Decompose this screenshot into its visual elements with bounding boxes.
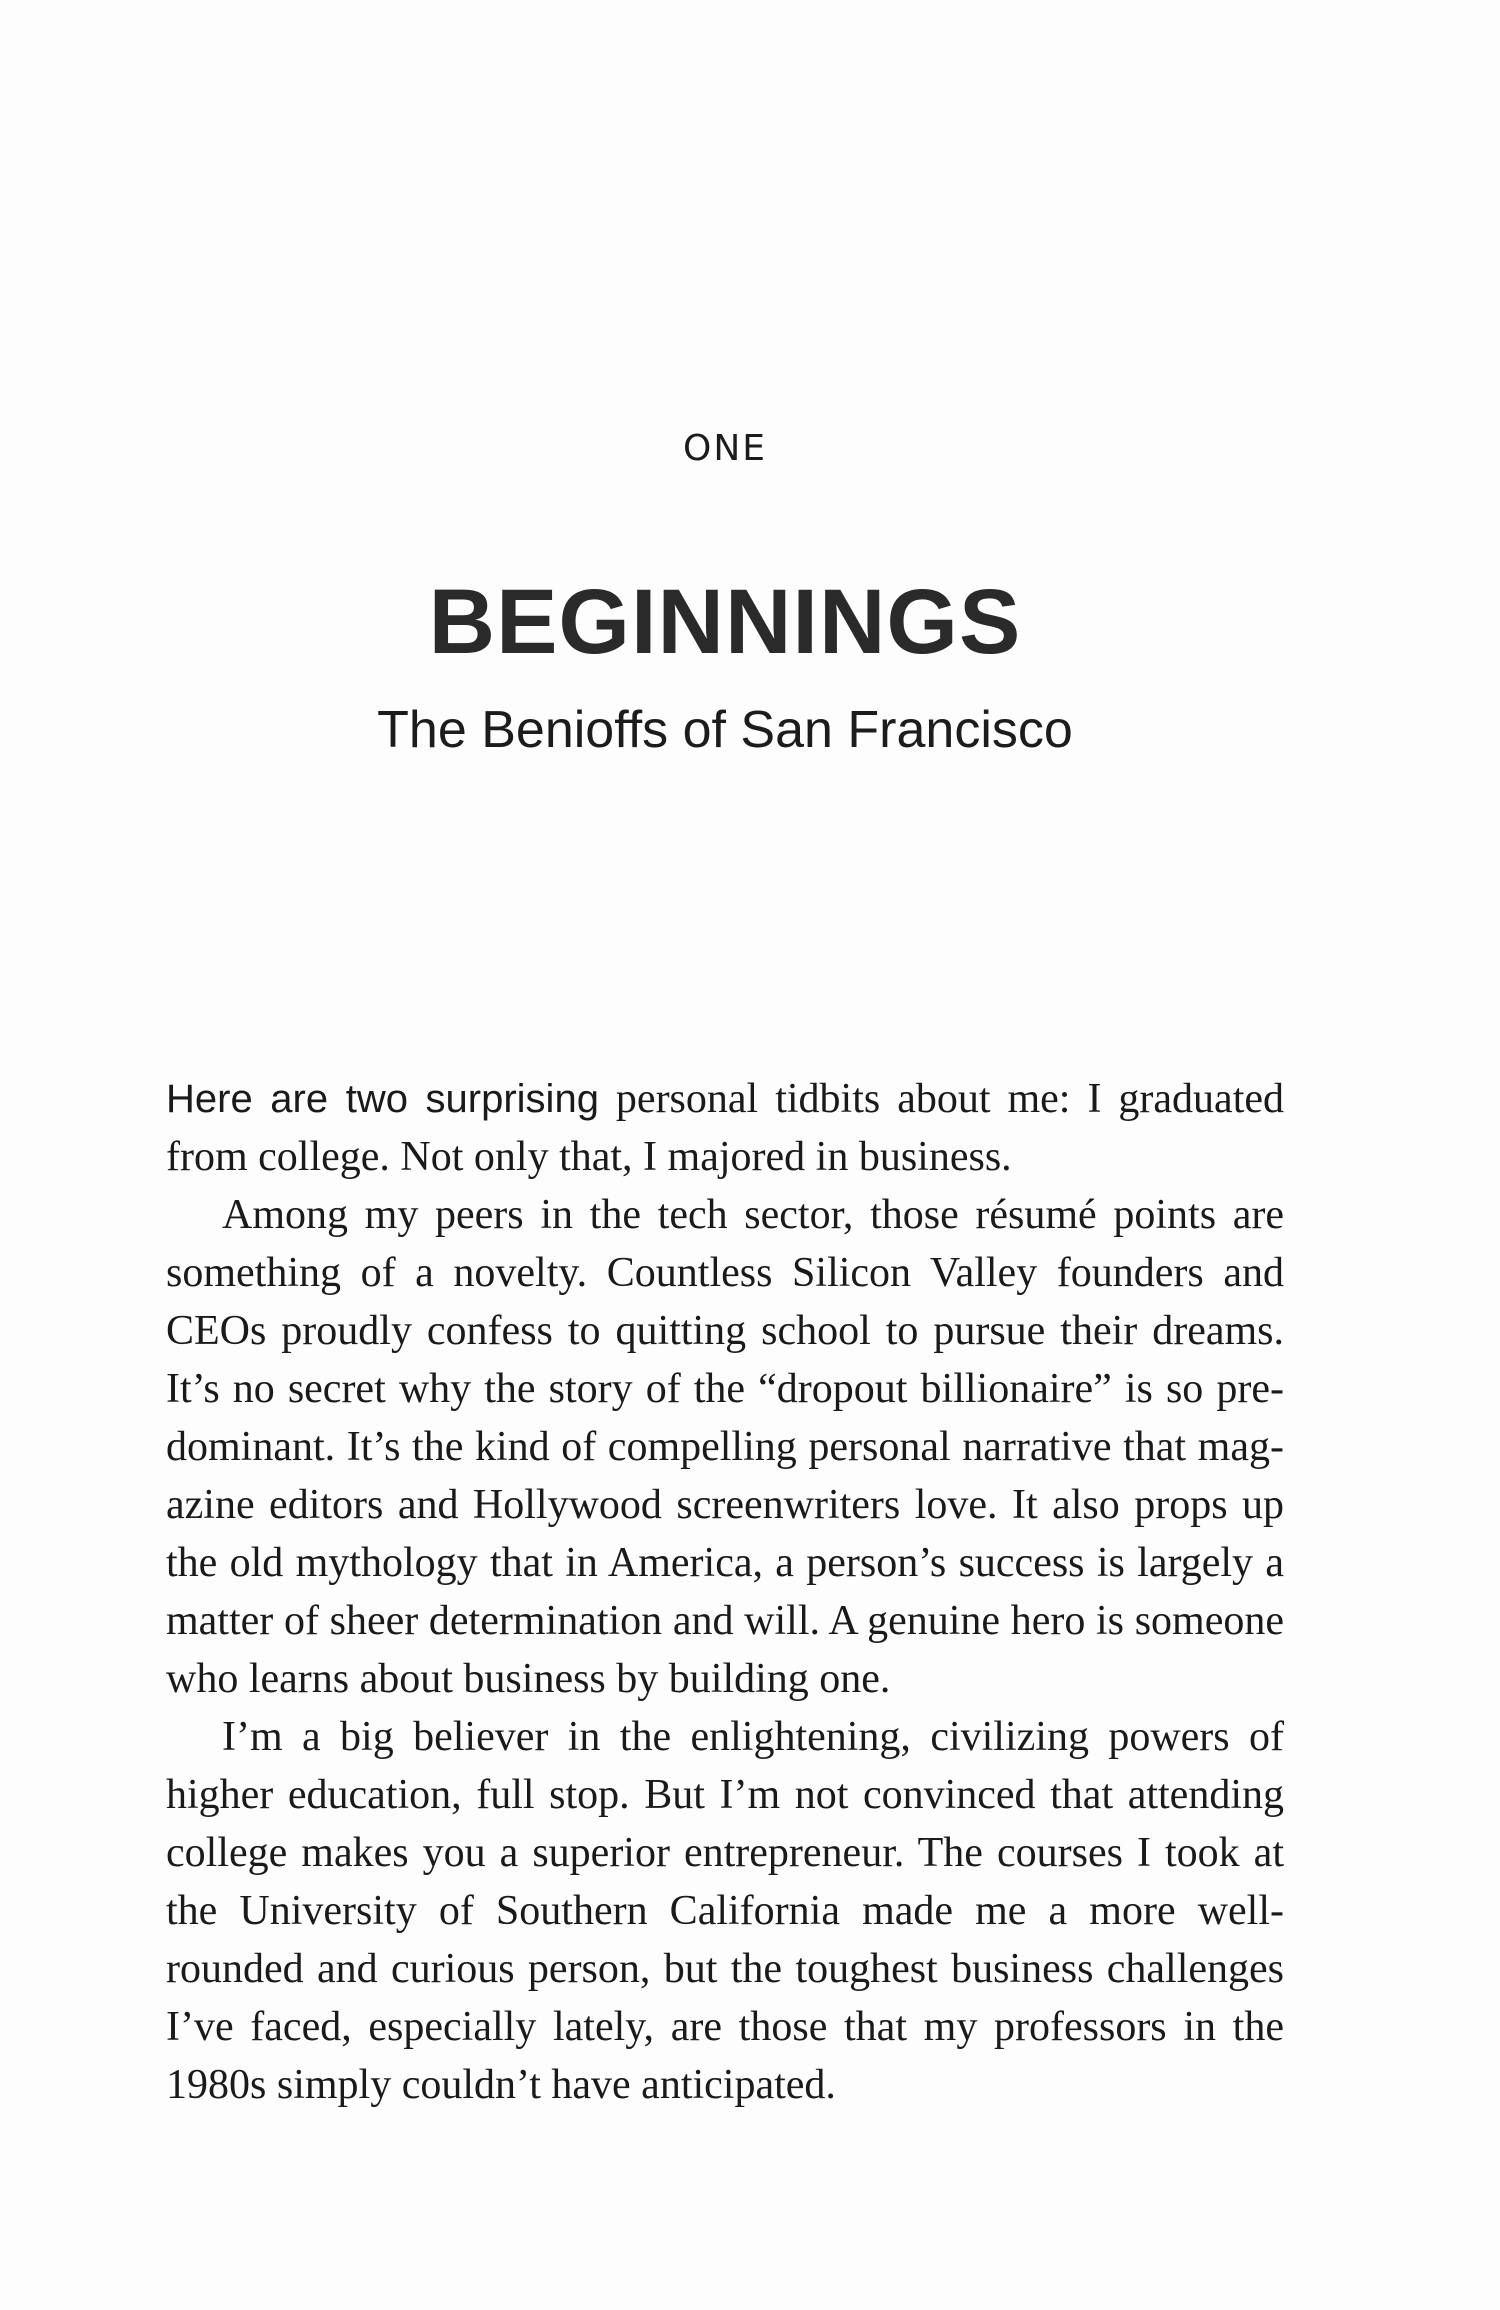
paragraph-1-text: personal tidbits about me: I graduated from college. Not only that, I majored in business. bbox=[166, 1076, 1284, 1180]
lead-in-text: Here are two surprising bbox=[166, 1077, 599, 1121]
chapter-subtitle: The Benioffs of San Francisco bbox=[377, 701, 1073, 759]
chapter-number: ONE bbox=[682, 428, 767, 469]
chapter-title: BEGINNINGS bbox=[428, 571, 1022, 673]
paragraph-1 bbox=[166, 1070, 1284, 1186]
paragraph-3: I’m a big believer in the enlightening, civilizing powers of higher education, full stop. But I’m not convinced that attending college makes you a superior entrepreneur. The courses I took at the University of Southern California made me a more well-rounded and curious person, but the toughest business challenges I’ve faced, especially lately, are those that my professors in the 1980s simply couldn’t have anticipated. bbox=[166, 1714, 1284, 2108]
paragraph-2: Among my peers in the tech sector, those résumé points are something of a novelty. Countless Silicon Valley founders and CEOs proudly confess to quitting school to pursue their dreams. It’s no secret why the story of the “dropout billionaire” is so predominant. It’s the kind of compelling personal narrative that magazine editors and Hollywood screenwriters love. It also props up the old mythology that in America, a person’s success is largely a matter of sheer determination and will. A genuine hero is someone who learns about business by building one. bbox=[166, 1192, 1284, 1702]
chapter-body bbox=[166, 1070, 1284, 2114]
